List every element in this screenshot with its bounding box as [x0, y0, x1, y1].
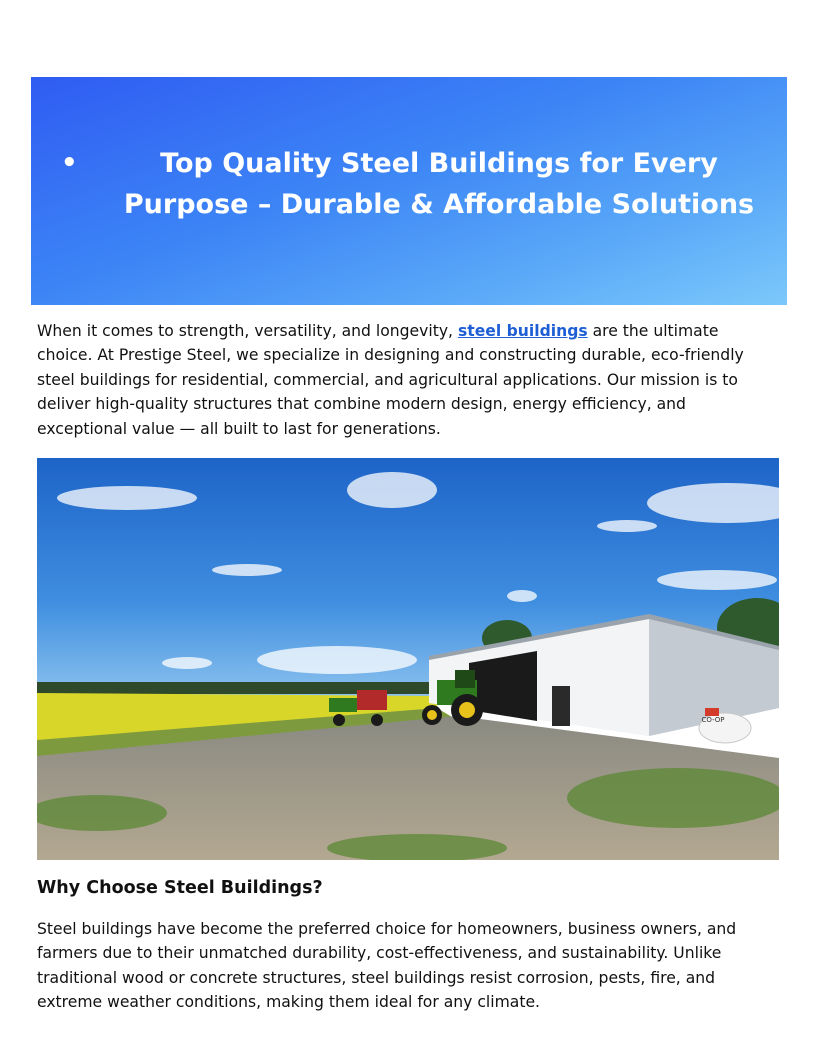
section-heading: Why Choose Steel Buildings? — [37, 878, 323, 898]
steel-building-photo — [37, 458, 779, 860]
bullet-icon: • — [61, 148, 78, 178]
hero-banner — [31, 77, 787, 305]
intro-paragraph — [37, 319, 777, 441]
hero-title-text: Top Quality Steel Buildings for Every Purpose – Durable & Affordable Solutions — [123, 148, 755, 220]
intro-text-start: When it comes to strength, versatility, and longevity, — [37, 322, 458, 340]
section-paragraph: Steel buildings have become the preferred choice for homeowners, business owners, and farmers due to their unmatched durability, cost-effectiveness, and sustainability. Unlike traditional wood or concrete structures, steel buildings resist corrosion, pests, fire, and extreme weather conditions, making them ideal for any climate. — [37, 920, 737, 1012]
steel-buildings-link[interactable]: steel buildings — [457, 322, 588, 340]
tree-line — [37, 682, 457, 694]
tank-label: CO-OP — [701, 716, 725, 724]
hero-title — [61, 143, 777, 225]
intro-text-end: are the ultimate choice. At Prestige Steel, we specialize in designing and constructing durable, eco-friendly steel buildings for residential, commercial, and agricultural applications. Our mission is to deliver high-quality structures that combine modern design, energy efficiency, and exceptional value — all built to last for generations. — [37, 322, 744, 438]
